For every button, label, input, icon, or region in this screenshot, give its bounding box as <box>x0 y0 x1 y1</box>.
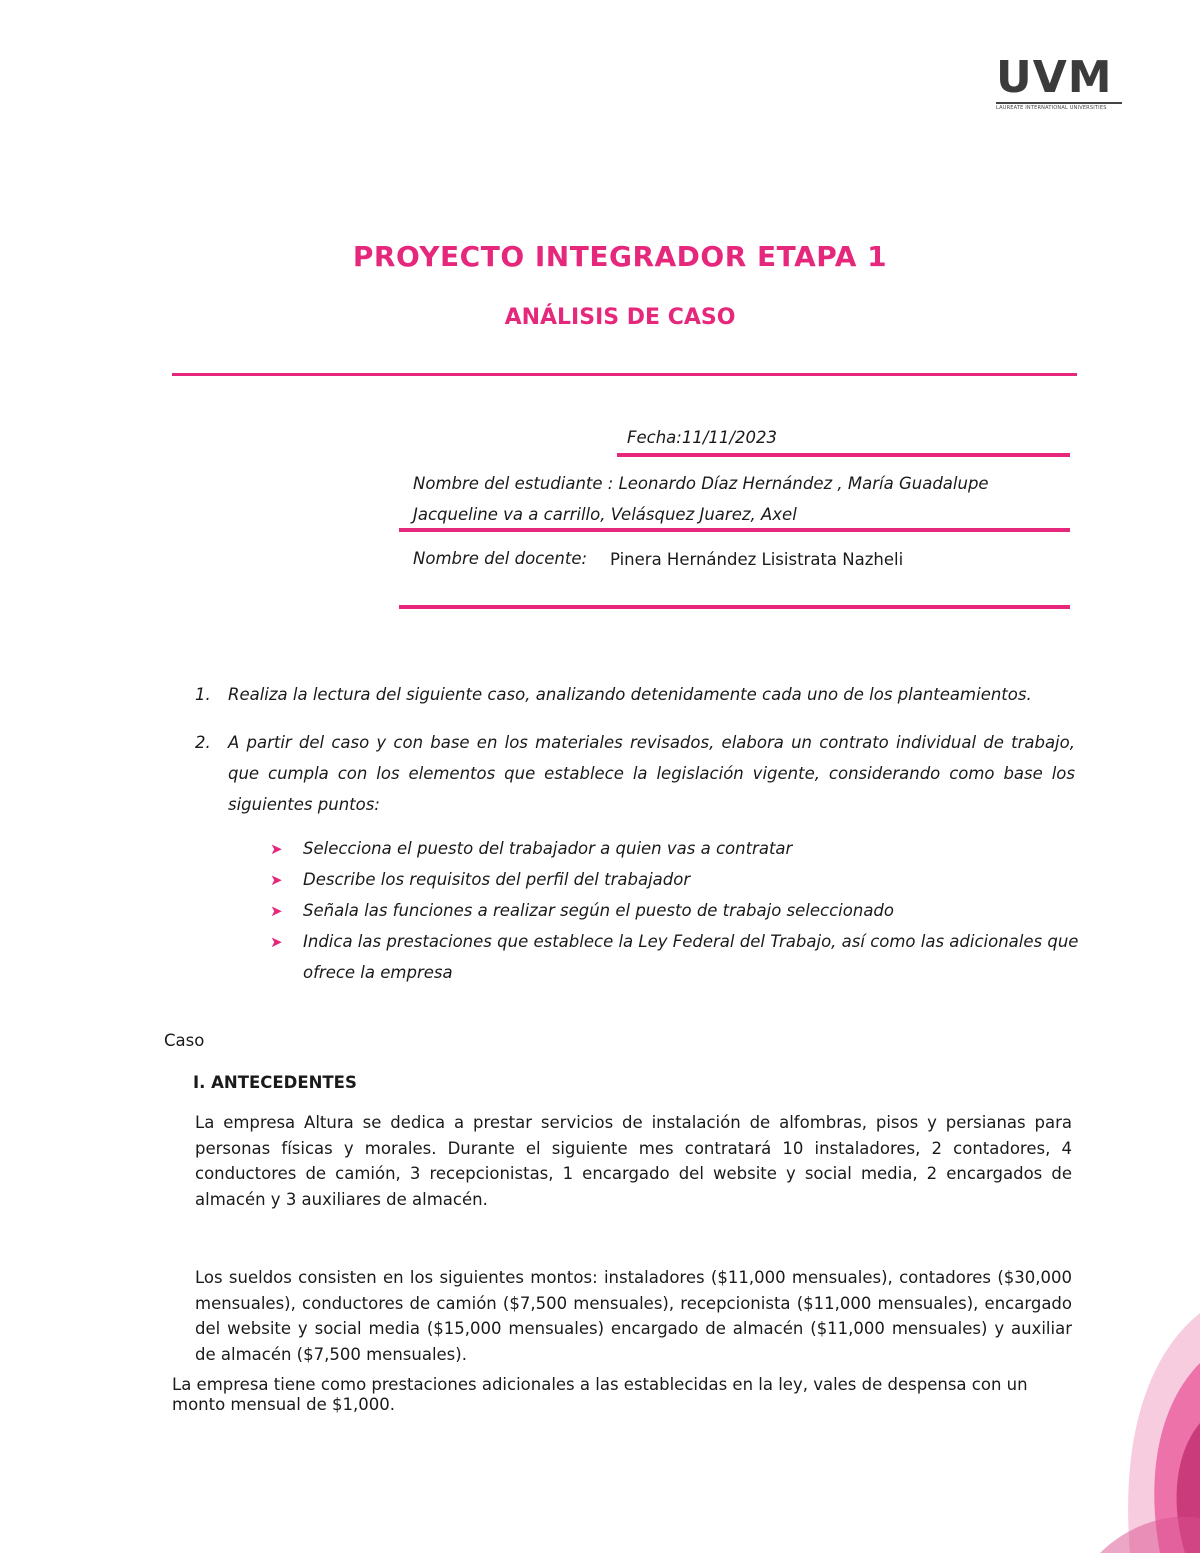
bullet-item <box>270 926 1080 988</box>
instruction-number: 2. <box>195 733 211 752</box>
student-line-1: Nombre del estudiante : Leonardo Díaz Hernández , María Guadalupe <box>413 474 989 493</box>
bullet-text: Selecciona el puesto del trabajador a quien vas a contratar <box>303 839 793 858</box>
bullet-item <box>270 864 1080 895</box>
section-heading: I. ANTECEDENTES <box>193 1073 357 1092</box>
instruction-number: 1. <box>195 685 211 704</box>
student-divider <box>399 528 1070 532</box>
student-line-2: Jacqueline va a carrillo, Velásquez Juarez, Axel <box>413 505 797 524</box>
teacher-divider <box>399 605 1070 609</box>
case-label: Caso <box>164 1031 205 1050</box>
arrow-bullet-icon: ➤ <box>270 871 283 889</box>
instruction-text: A partir del caso y con base en los materiales revisados, elabora un contrato individual de trabajo, que cumpla con los elementos que establece la legislación vigente, considerando como base los siguientes puntos: <box>228 733 1075 814</box>
instruction-text: Realiza la lectura del siguiente caso, analizando detenidamente cada uno de los planteamientos. <box>228 685 1032 704</box>
instruction-item <box>195 679 1075 710</box>
teacher-name: Pinera Hernández Lisistrata Nazheli <box>610 550 904 569</box>
bullet-text: Señala las funciones a realizar según el puesto de trabajo seleccionado <box>303 901 895 920</box>
student-names <box>413 468 1063 530</box>
page-subtitle: ANÁLISIS DE CASO <box>504 305 736 330</box>
case-paragraph-2: Los sueldos consisten en los siguientes montos: instaladores ($11,000 mensuales), contadores ($30,000 mensuales), conductores de camión ($7,500 mensuales), recepcionista ($11,000 mensuales), encargado del website y social media ($15,000 mensuales) encargado de almacén ($11,000 mensuales) y auxiliar de almacén ($7,500 mensuales). <box>195 1268 1072 1364</box>
bullet-item <box>270 833 1080 864</box>
title-divider <box>172 373 1077 376</box>
logo-subtext: LAUREATE INTERNATIONAL UNIVERSITIES <box>996 102 1122 111</box>
date-divider <box>617 453 1070 457</box>
bullet-item <box>270 895 1080 926</box>
teacher-label: Nombre del docente: <box>413 549 588 568</box>
logo-text: UVM <box>996 52 1113 103</box>
case-paragraph-1: La empresa Altura se dedica a prestar servicios de instalación de alfombras, pisos y persianas para personas físicas y morales. Durante el siguiente mes contratará 10 instaladores, 2 contadores, 4 conductores de camión, 3 recepcionistas, 1 encargado del website y social media, 2 encargados de almacén y 3 auxiliares de almacén. <box>195 1113 1072 1209</box>
case-paragraph-3: La empresa tiene como prestaciones adicionales a las establecidas en la ley, vales de despensa con un monto mensual de $1,000. <box>172 1375 1028 1414</box>
bullet-text: Describe los requisitos del perfil del trabajador <box>303 870 691 889</box>
instruction-item <box>195 727 1075 820</box>
bullet-text: Indica las prestaciones que establece la Ley Federal del Trabajo, así como las adicionales que ofrece la empresa <box>303 932 1079 982</box>
arrow-bullet-icon: ➤ <box>270 933 283 951</box>
arrow-bullet-icon: ➤ <box>270 902 283 920</box>
date-field: Fecha:11/11/2023 <box>627 428 777 447</box>
page-title: PROYECTO INTEGRADOR ETAPA 1 <box>352 240 888 273</box>
decorative-petals-graphic <box>1090 1293 1200 1553</box>
uvm-logo <box>996 52 1122 111</box>
arrow-bullet-icon: ➤ <box>270 840 283 858</box>
